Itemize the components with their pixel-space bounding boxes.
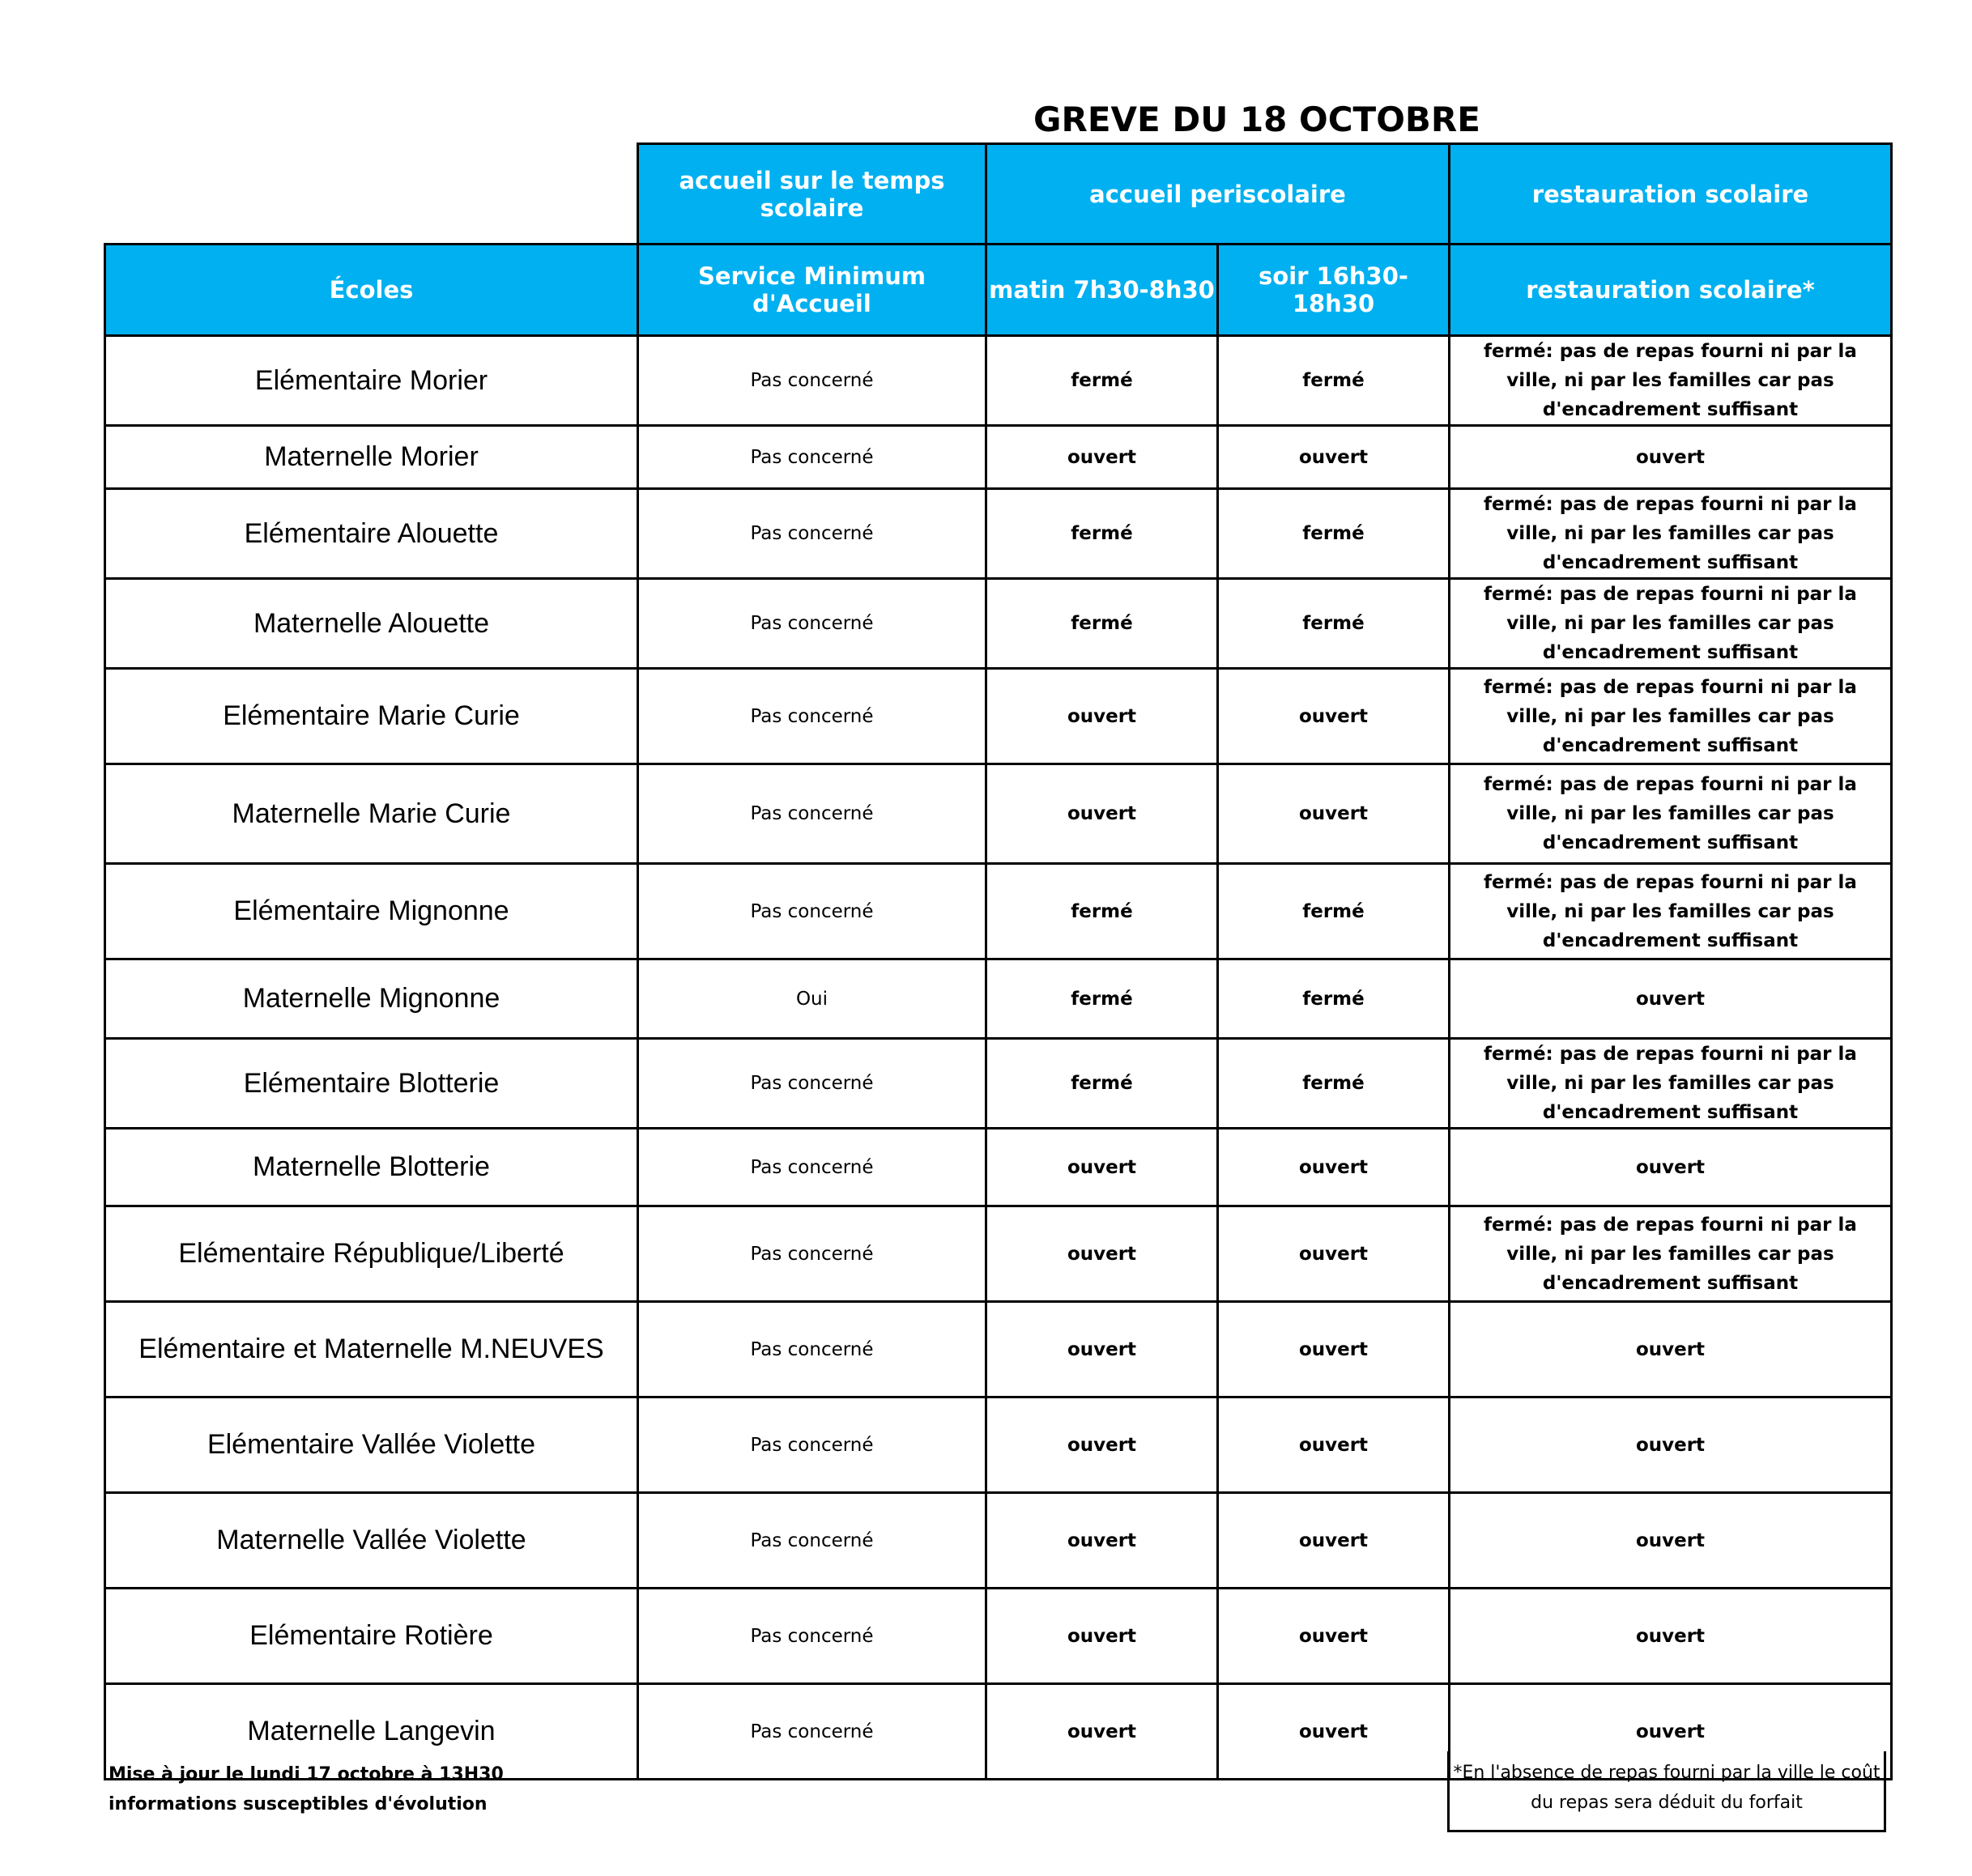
service-minimum-cell: Pas concerné [638,764,986,864]
service-minimum-cell: Pas concerné [638,579,986,669]
soir-status-cell: fermé [1218,579,1450,669]
group-header-periscolaire: accueil periscolaire [986,144,1450,245]
table-row [105,1206,1892,1302]
update-note [109,1759,504,1819]
table-row [105,1039,1892,1129]
matin-status-cell: ouvert [986,1684,1218,1780]
evolution-text: informations susceptibles d'évolution [109,1794,488,1814]
restauration-status-cell: fermé: pas de repas fourni ni par la ville, ni par les familles car pas d'encadrement suffisant [1450,1039,1892,1129]
strike-schedule-table [104,143,1893,1780]
school-name-cell: Maternelle Langevin [105,1684,638,1780]
matin-status-cell: ouvert [986,426,1218,489]
table-row [105,1302,1892,1397]
restauration-status-cell: fermé: pas de repas fourni ni par la ville, ni par les familles car pas d'encadrement suffisant [1450,579,1892,669]
group-header-accueil-scolaire: accueil sur le temps scolaire [638,144,986,245]
service-minimum-cell: Oui [638,959,986,1039]
service-minimum-cell: Pas concerné [638,669,986,764]
soir-status-cell: ouvert [1218,1397,1450,1493]
school-name-cell: Elémentaire Blotterie [105,1039,638,1129]
service-minimum-cell: Pas concerné [638,1129,986,1206]
school-name-cell: Elémentaire Alouette [105,489,638,579]
matin-status-cell: ouvert [986,1129,1218,1206]
school-name-cell: Elémentaire République/Liberté [105,1206,638,1302]
update-date-text: Mise à jour le lundi 17 octobre à 13H30 [109,1764,504,1785]
table-row [105,336,1892,426]
soir-status-cell: ouvert [1218,764,1450,864]
school-name-cell: Maternelle Vallée Violette [105,1493,638,1589]
matin-status-cell: ouvert [986,1302,1218,1397]
matin-status-cell: ouvert [986,1206,1218,1302]
matin-status-cell: fermé [986,489,1218,579]
restauration-status-cell: ouvert [1450,959,1892,1039]
table-row [105,1589,1892,1684]
school-name-cell: Maternelle Mignonne [105,959,638,1039]
restauration-status-cell: ouvert [1450,1684,1892,1780]
restauration-status-cell: ouvert [1450,426,1892,489]
group-header-row [105,144,1892,245]
matin-status-cell: ouvert [986,1589,1218,1684]
service-minimum-cell: Pas concerné [638,426,986,489]
soir-status-cell: fermé [1218,959,1450,1039]
matin-status-cell: ouvert [986,1397,1218,1493]
table-row [105,489,1892,579]
restauration-status-cell: ouvert [1450,1129,1892,1206]
table-row [105,1397,1892,1493]
school-name-cell: Maternelle Blotterie [105,1129,638,1206]
soir-status-cell: ouvert [1218,1302,1450,1397]
service-minimum-cell: Pas concerné [638,489,986,579]
restauration-footnote: *En l'absence de repas fourni par la ville le coût du repas sera déduit du forfait [1447,1751,1886,1832]
group-header-restauration: restauration scolaire [1450,144,1892,245]
table-row [105,669,1892,764]
restauration-status-cell: fermé: pas de repas fourni ni par la ville, ni par les familles car pas d'encadrement suffisant [1450,336,1892,426]
service-minimum-cell: Pas concerné [638,1302,986,1397]
soir-status-cell: ouvert [1218,1684,1450,1780]
soir-status-cell: ouvert [1218,1589,1450,1684]
restauration-status-cell: fermé: pas de repas fourni ni par la ville, ni par les familles car pas d'encadrement suffisant [1450,764,1892,864]
school-name-cell: Maternelle Alouette [105,579,638,669]
column-header-row [105,245,1892,336]
soir-status-cell: ouvert [1218,426,1450,489]
service-minimum-cell: Pas concerné [638,336,986,426]
matin-status-cell: fermé [986,959,1218,1039]
column-header-matin: matin 7h30-8h30 [986,245,1218,336]
soir-status-cell: ouvert [1218,1129,1450,1206]
table-row [105,426,1892,489]
soir-status-cell: ouvert [1218,669,1450,764]
school-name-cell: Elémentaire Rotière [105,1589,638,1684]
matin-status-cell: ouvert [986,669,1218,764]
matin-status-cell: fermé [986,336,1218,426]
table-row [105,1129,1892,1206]
soir-status-cell: fermé [1218,1039,1450,1129]
restauration-status-cell: ouvert [1450,1397,1892,1493]
table-row [105,579,1892,669]
school-name-cell: Maternelle Marie Curie [105,764,638,864]
page-title: GREVE DU 18 OCTOBRE [1033,100,1480,139]
school-name-cell: Elémentaire Mignonne [105,864,638,959]
matin-status-cell: fermé [986,864,1218,959]
service-minimum-cell: Pas concerné [638,1397,986,1493]
restauration-status-cell: fermé: pas de repas fourni ni par la ville, ni par les familles car pas d'encadrement suffisant [1450,864,1892,959]
matin-status-cell: ouvert [986,764,1218,864]
service-minimum-cell: Pas concerné [638,864,986,959]
matin-status-cell: fermé [986,579,1218,669]
restauration-status-cell: ouvert [1450,1589,1892,1684]
column-header-ecoles: Écoles [105,245,638,336]
restauration-status-cell: ouvert [1450,1493,1892,1589]
soir-status-cell: fermé [1218,489,1450,579]
matin-status-cell: ouvert [986,1493,1218,1589]
blank-corner [105,144,638,245]
service-minimum-cell: Pas concerné [638,1206,986,1302]
table-row [105,959,1892,1039]
column-header-soir: soir 16h30-18h30 [1218,245,1450,336]
column-header-restauration: restauration scolaire* [1450,245,1892,336]
restauration-status-cell: fermé: pas de repas fourni ni par la ville, ni par les familles car pas d'encadrement suffisant [1450,489,1892,579]
restauration-status-cell: ouvert [1450,1302,1892,1397]
matin-status-cell: fermé [986,1039,1218,1129]
service-minimum-cell: Pas concerné [638,1039,986,1129]
soir-status-cell: fermé [1218,864,1450,959]
school-name-cell: Elémentaire et Maternelle M.NEUVES [105,1302,638,1397]
soir-status-cell: ouvert [1218,1493,1450,1589]
restauration-status-cell: fermé: pas de repas fourni ni par la ville, ni par les familles car pas d'encadrement suffisant [1450,669,1892,764]
soir-status-cell: ouvert [1218,1206,1450,1302]
table-row [105,1493,1892,1589]
school-name-cell: Elémentaire Marie Curie [105,669,638,764]
column-header-service-minimum: Service Minimum d'Accueil [638,245,986,336]
table-row [105,864,1892,959]
school-name-cell: Maternelle Morier [105,426,638,489]
service-minimum-cell: Pas concerné [638,1589,986,1684]
soir-status-cell: fermé [1218,336,1450,426]
table-row [105,764,1892,864]
school-name-cell: Elémentaire Vallée Violette [105,1397,638,1493]
restauration-status-cell: fermé: pas de repas fourni ni par la ville, ni par les familles car pas d'encadrement suffisant [1450,1206,1892,1302]
school-name-cell: Elémentaire Morier [105,336,638,426]
service-minimum-cell: Pas concerné [638,1493,986,1589]
service-minimum-cell: Pas concerné [638,1684,986,1780]
